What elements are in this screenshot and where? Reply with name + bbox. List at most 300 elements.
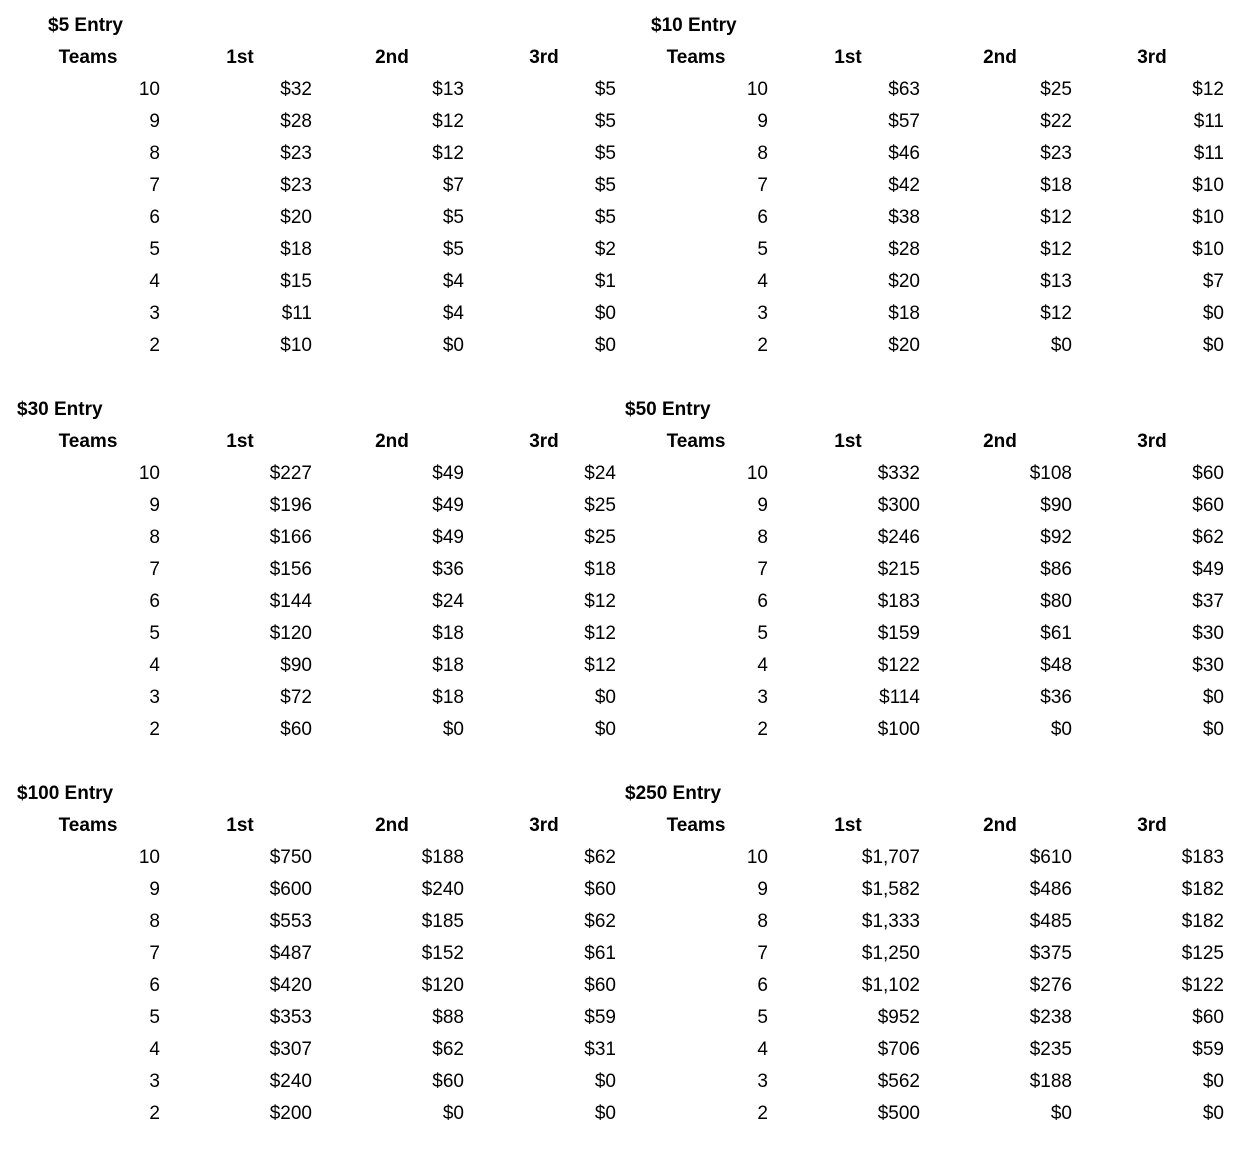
teams-cell: 6	[149, 975, 160, 996]
payout-cell: $32	[280, 79, 312, 100]
payout-cell: $62	[584, 911, 616, 932]
payout-cell: $25	[584, 527, 616, 548]
payout-cell: $59	[584, 1007, 616, 1028]
payout-cell: $188	[421, 847, 464, 868]
payout-table	[608, 384, 1224, 768]
column-header: 2nd	[983, 431, 1017, 452]
payout-cell: $60	[1192, 463, 1224, 484]
column-header: 3rd	[529, 431, 559, 452]
payout-cell: $0	[594, 687, 616, 708]
payout-cell: $600	[269, 879, 312, 900]
payout-cell: $562	[877, 1071, 920, 1092]
payout-cell: $183	[877, 591, 920, 612]
payout-cell: $0	[594, 303, 616, 324]
payout-cell: $182	[1181, 911, 1224, 932]
table-row	[608, 1002, 1224, 1034]
column-header: 3rd	[1137, 47, 1167, 68]
table-row	[608, 522, 1224, 554]
payout-cell: $122	[877, 655, 920, 676]
payout-cell: $7	[1202, 271, 1224, 292]
payout-cell: $20	[888, 335, 920, 356]
payout-cell: $5	[594, 143, 616, 164]
payout-cell: $20	[888, 271, 920, 292]
payout-cell: $1,333	[861, 911, 920, 932]
teams-cell: 9	[149, 879, 160, 900]
payout-cell: $36	[432, 559, 464, 580]
teams-cell: 7	[149, 943, 160, 964]
table-title: $100 Entry	[17, 783, 114, 804]
payout-cell: $100	[877, 719, 920, 740]
payout-cell: $114	[879, 687, 920, 708]
payout-cell: $11	[1193, 111, 1224, 132]
payout-cell: $12	[584, 655, 616, 676]
table-row	[608, 1066, 1224, 1098]
payout-cell: $0	[1202, 1103, 1224, 1124]
table-row	[608, 586, 1224, 618]
payout-cell: $11	[281, 303, 312, 324]
payout-cell: $300	[877, 495, 920, 516]
payout-cell: $23	[1040, 143, 1072, 164]
payout-cell: $1,582	[861, 879, 920, 900]
teams-cell: 6	[757, 591, 768, 612]
payout-cell: $31	[584, 1039, 616, 1060]
teams-cell: 2	[149, 335, 160, 356]
payout-cell: $0	[1050, 1103, 1072, 1124]
payout-cell: $12	[432, 143, 464, 164]
table-row	[0, 682, 616, 714]
payout-cell: $10	[1192, 239, 1224, 260]
payout-table	[0, 0, 616, 384]
column-header: Teams	[666, 47, 726, 68]
table-row	[608, 682, 1224, 714]
teams-cell: 8	[149, 911, 160, 932]
payout-cell: $183	[1181, 847, 1224, 868]
table-row	[0, 1098, 616, 1130]
payout-cell: $240	[269, 1071, 312, 1092]
table-row	[608, 330, 1224, 362]
payout-cell: $420	[269, 975, 312, 996]
payout-cell: $5	[594, 207, 616, 228]
payout-cell: $12	[584, 591, 616, 612]
payout-cell: $5	[442, 207, 464, 228]
payout-cell: $0	[442, 719, 464, 740]
payout-cell: $200	[269, 1103, 312, 1124]
column-header: 2nd	[375, 431, 409, 452]
table-title: $10 Entry	[651, 15, 737, 36]
payout-cell: $182	[1181, 879, 1224, 900]
column-header: 1st	[834, 47, 862, 68]
teams-cell: 2	[757, 719, 768, 740]
payout-cell: $92	[1040, 527, 1072, 548]
table-title: $50 Entry	[625, 399, 711, 420]
payout-table	[608, 0, 1224, 384]
table-row	[608, 714, 1224, 746]
payout-cell: $72	[280, 687, 312, 708]
payout-cell: $18	[432, 623, 464, 644]
teams-cell: 3	[149, 687, 160, 708]
payout-cell: $86	[1040, 559, 1072, 580]
teams-cell: 3	[757, 1071, 768, 1092]
teams-cell: 10	[746, 79, 768, 100]
payout-cell: $61	[584, 943, 616, 964]
table-row	[0, 234, 616, 266]
table-row	[0, 458, 616, 490]
payout-cell: $15	[280, 271, 312, 292]
teams-cell: 7	[757, 559, 768, 580]
table-row	[0, 650, 616, 682]
payout-cell: $57	[888, 111, 920, 132]
table-row	[608, 490, 1224, 522]
teams-cell: 4	[757, 1039, 768, 1060]
table-row	[608, 138, 1224, 170]
teams-cell: 5	[149, 239, 160, 260]
payout-cell: $7	[442, 175, 464, 196]
payout-cell: $240	[421, 879, 464, 900]
table-row	[608, 106, 1224, 138]
payout-cell: $485	[1029, 911, 1072, 932]
payout-cell: $42	[888, 175, 920, 196]
payout-cell: $5	[442, 239, 464, 260]
teams-cell: 7	[757, 943, 768, 964]
payout-cell: $59	[1192, 1039, 1224, 1060]
teams-cell: 5	[149, 1007, 160, 1028]
table-row	[0, 1034, 616, 1066]
teams-cell: 2	[149, 719, 160, 740]
payout-cell: $188	[1029, 1071, 1072, 1092]
column-header: 1st	[834, 431, 862, 452]
payout-cell: $120	[269, 623, 312, 644]
table-row	[0, 74, 616, 106]
payout-cell: $12	[1040, 239, 1072, 260]
teams-cell: 8	[149, 527, 160, 548]
payout-cell: $238	[1029, 1007, 1072, 1028]
payout-cell: $18	[888, 303, 920, 324]
payout-cell: $5	[594, 175, 616, 196]
table-row	[0, 554, 616, 586]
payout-cell: $610	[1029, 847, 1072, 868]
table-row	[0, 202, 616, 234]
column-header: Teams	[58, 47, 118, 68]
payout-cell: $60	[584, 879, 616, 900]
table-row	[0, 330, 616, 362]
column-header: 2nd	[375, 47, 409, 68]
teams-cell: 10	[746, 847, 768, 868]
table-row	[0, 714, 616, 746]
column-header: 1st	[226, 431, 254, 452]
payout-cell: $60	[584, 975, 616, 996]
payout-cell: $1,250	[861, 943, 920, 964]
payout-cell: $61	[1040, 623, 1072, 644]
teams-cell: 3	[149, 1071, 160, 1092]
table-title: $30 Entry	[17, 399, 103, 420]
teams-cell: 4	[757, 655, 768, 676]
teams-cell: 9	[149, 111, 160, 132]
payout-cell: $60	[1192, 495, 1224, 516]
payout-cell: $0	[442, 1103, 464, 1124]
payout-cell: $13	[1040, 271, 1072, 292]
payout-cell: $12	[1192, 79, 1224, 100]
column-header: 2nd	[375, 815, 409, 836]
payout-cell: $487	[269, 943, 312, 964]
payout-cell: $49	[432, 527, 464, 548]
payout-cell: $22	[1040, 111, 1072, 132]
teams-cell: 4	[149, 1039, 160, 1060]
table-row	[608, 1098, 1224, 1130]
teams-cell: 2	[757, 1103, 768, 1124]
payout-cell: $0	[594, 719, 616, 740]
payout-cell: $0	[1202, 303, 1224, 324]
teams-cell: 5	[757, 623, 768, 644]
column-header: 3rd	[529, 815, 559, 836]
teams-cell: 8	[757, 911, 768, 932]
teams-cell: 3	[757, 303, 768, 324]
payout-cell: $12	[1040, 303, 1072, 324]
teams-cell: 2	[149, 1103, 160, 1124]
payout-cell: $0	[1050, 719, 1072, 740]
payout-cell: $60	[432, 1071, 464, 1092]
payout-cell: $486	[1029, 879, 1072, 900]
payout-cell: $166	[269, 527, 312, 548]
table-row	[608, 266, 1224, 298]
payout-cell: $37	[1192, 591, 1224, 612]
teams-cell: 8	[149, 143, 160, 164]
payout-cell: $952	[877, 1007, 920, 1028]
payout-cell: $2	[594, 239, 616, 260]
payout-cell: $28	[280, 111, 312, 132]
table-row	[608, 938, 1224, 970]
column-header: 2nd	[983, 47, 1017, 68]
payout-cell: $11	[1193, 143, 1224, 164]
payout-cell: $23	[280, 175, 312, 196]
payout-cell: $13	[432, 79, 464, 100]
column-header: 2nd	[983, 815, 1017, 836]
table-row	[608, 1034, 1224, 1066]
table-row	[608, 234, 1224, 266]
payout-cell: $1,102	[861, 975, 920, 996]
payout-cell: $49	[432, 463, 464, 484]
column-header: Teams	[58, 815, 118, 836]
table-row	[608, 202, 1224, 234]
payout-cell: $62	[432, 1039, 464, 1060]
payout-cell: $144	[269, 591, 312, 612]
payout-cell: $0	[594, 1071, 616, 1092]
payout-cell: $49	[432, 495, 464, 516]
payout-cell: $246	[877, 527, 920, 548]
column-header: Teams	[666, 431, 726, 452]
teams-cell: 5	[757, 1007, 768, 1028]
table-row	[0, 1066, 616, 1098]
table-row	[608, 874, 1224, 906]
payout-cell: $159	[877, 623, 920, 644]
table-row	[0, 266, 616, 298]
payout-cell: $353	[269, 1007, 312, 1028]
payout-cell: $0	[442, 335, 464, 356]
payout-cell: $0	[1202, 335, 1224, 356]
payout-cell: $62	[1192, 527, 1224, 548]
payout-cell: $18	[432, 687, 464, 708]
payout-cell: $38	[888, 207, 920, 228]
table-row	[608, 170, 1224, 202]
payout-cell: $24	[584, 463, 616, 484]
teams-cell: 4	[149, 655, 160, 676]
table-row	[0, 170, 616, 202]
teams-cell: 7	[149, 559, 160, 580]
teams-cell: 9	[757, 879, 768, 900]
payout-cell: $10	[1192, 207, 1224, 228]
column-header: Teams	[666, 815, 726, 836]
payout-cell: $750	[269, 847, 312, 868]
payout-cell: $25	[1040, 79, 1072, 100]
table-row	[0, 970, 616, 1002]
teams-cell: 8	[757, 143, 768, 164]
teams-cell: 7	[757, 175, 768, 196]
payout-cell: $0	[594, 1103, 616, 1124]
table-row	[608, 650, 1224, 682]
payout-cell: $63	[888, 79, 920, 100]
teams-cell: 5	[757, 239, 768, 260]
table-row	[608, 554, 1224, 586]
table-row	[0, 490, 616, 522]
teams-cell: 5	[149, 623, 160, 644]
payout-cell: $60	[1192, 1007, 1224, 1028]
payout-cell: $12	[1040, 207, 1072, 228]
payout-cell: $90	[280, 655, 312, 676]
payout-cell: $122	[1181, 975, 1224, 996]
payout-cell: $28	[888, 239, 920, 260]
table-row	[0, 106, 616, 138]
payout-cell: $108	[1029, 463, 1072, 484]
teams-cell: 3	[757, 687, 768, 708]
table-row	[608, 842, 1224, 874]
payout-cell: $25	[584, 495, 616, 516]
teams-cell: 9	[149, 495, 160, 516]
payout-cell: $706	[877, 1039, 920, 1060]
payout-cell: $62	[584, 847, 616, 868]
payout-cell: $227	[269, 463, 312, 484]
payout-cell: $1	[594, 271, 616, 292]
payout-cell: $90	[1040, 495, 1072, 516]
payout-cell: $18	[1040, 175, 1072, 196]
column-header: 3rd	[529, 47, 559, 68]
table-row	[608, 906, 1224, 938]
payout-cell: $307	[269, 1039, 312, 1060]
payout-cell: $80	[1040, 591, 1072, 612]
payout-cell: $553	[269, 911, 312, 932]
payout-cell: $332	[877, 463, 920, 484]
column-header: Teams	[58, 431, 118, 452]
payout-cell: $4	[442, 303, 464, 324]
payout-cell: $156	[269, 559, 312, 580]
teams-cell: 4	[757, 271, 768, 292]
payout-cell: $30	[1192, 655, 1224, 676]
payout-cell: $36	[1040, 687, 1072, 708]
payout-cell: $0	[1202, 719, 1224, 740]
teams-cell: 9	[757, 111, 768, 132]
payout-cell: $152	[421, 943, 464, 964]
teams-cell: 2	[757, 335, 768, 356]
teams-cell: 4	[149, 271, 160, 292]
teams-cell: 6	[757, 975, 768, 996]
payout-cell: $18	[280, 239, 312, 260]
table-row	[0, 138, 616, 170]
column-header: 1st	[226, 47, 254, 68]
payout-cell: $215	[877, 559, 920, 580]
payout-cell: $0	[1202, 1071, 1224, 1092]
table-row	[0, 522, 616, 554]
payout-cell: $4	[442, 271, 464, 292]
teams-cell: 10	[746, 463, 768, 484]
payout-cell: $1,707	[861, 847, 920, 868]
payout-cell: $88	[432, 1007, 464, 1028]
teams-cell: 6	[757, 207, 768, 228]
teams-cell: 6	[149, 207, 160, 228]
payout-cell: $196	[269, 495, 312, 516]
table-row	[0, 586, 616, 618]
payout-cell: $5	[594, 111, 616, 132]
table-row	[608, 618, 1224, 650]
payout-cell: $48	[1040, 655, 1072, 676]
teams-cell: 10	[138, 79, 160, 100]
teams-cell: 9	[757, 495, 768, 516]
payout-cell: $235	[1029, 1039, 1072, 1060]
payout-cell: $12	[432, 111, 464, 132]
payout-cell: $5	[594, 79, 616, 100]
table-row	[0, 618, 616, 650]
teams-cell: 3	[149, 303, 160, 324]
teams-cell: 10	[138, 463, 160, 484]
payout-cell: $60	[280, 719, 312, 740]
payout-cell: $49	[1192, 559, 1224, 580]
column-header: 3rd	[1137, 815, 1167, 836]
teams-cell: 8	[757, 527, 768, 548]
table-title: $5 Entry	[48, 15, 123, 36]
payout-cell: $500	[877, 1103, 920, 1124]
payout-cell: $125	[1181, 943, 1224, 964]
column-header: 3rd	[1137, 431, 1167, 452]
payout-cell: $276	[1029, 975, 1072, 996]
table-row	[608, 298, 1224, 330]
payout-cell: $30	[1192, 623, 1224, 644]
payout-cell: $12	[584, 623, 616, 644]
payout-table	[0, 768, 616, 1152]
table-row	[0, 298, 616, 330]
table-row	[0, 938, 616, 970]
teams-cell: 10	[138, 847, 160, 868]
table-row	[608, 970, 1224, 1002]
payout-cell: $23	[280, 143, 312, 164]
payout-cell: $24	[432, 591, 464, 612]
payout-cell: $46	[888, 143, 920, 164]
column-header: 1st	[834, 815, 862, 836]
payout-cell: $185	[421, 911, 464, 932]
table-row	[0, 1002, 616, 1034]
payout-cell: $10	[280, 335, 312, 356]
table-row	[0, 842, 616, 874]
table-row	[0, 874, 616, 906]
payout-cell: $120	[421, 975, 464, 996]
teams-cell: 7	[149, 175, 160, 196]
column-header: 1st	[226, 815, 254, 836]
payout-cell: $10	[1192, 175, 1224, 196]
payout-cell: $18	[432, 655, 464, 676]
table-row	[608, 458, 1224, 490]
payout-cell: $0	[1202, 687, 1224, 708]
teams-cell: 6	[149, 591, 160, 612]
payout-table	[0, 384, 616, 768]
table-row	[0, 906, 616, 938]
payout-cell: $18	[584, 559, 616, 580]
table-row	[608, 74, 1224, 106]
